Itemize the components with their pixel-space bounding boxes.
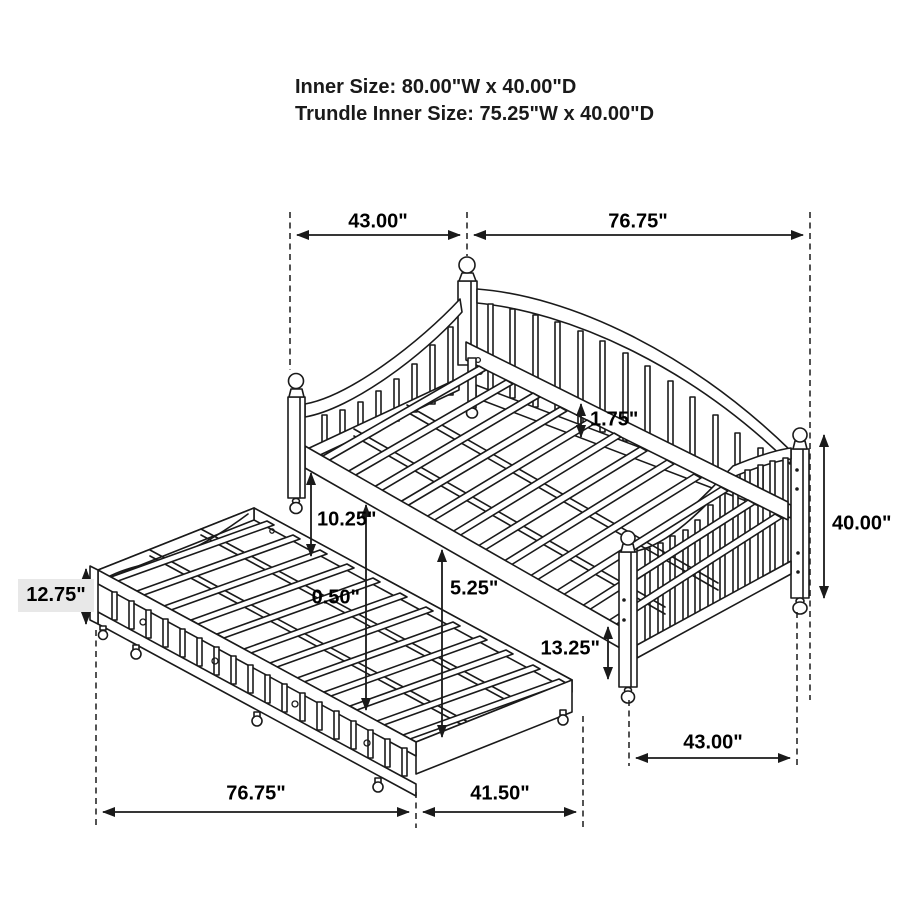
dim-label-rail-to-trundle: 10.25" [317,508,377,531]
dim-label-top-span-right: 76.75" [608,210,668,233]
dim-label-trundle-height: 12.75" [18,579,94,612]
inner-size-line: Inner Size: 80.00"W x 40.00"D [295,76,577,98]
dim-label-trundle-gap: 0.50" [311,586,360,609]
dim-label-daybed-depth: 43.00" [683,731,743,754]
dim-label-top-span-left: 43.00" [348,210,408,233]
dim-label-daybed-height: 40.00" [832,512,892,535]
dim-label-slat-clearance: 5.25" [450,577,499,600]
dim-label-trundle-pullout: 41.50" [470,782,530,805]
daybed-left-arm-panel [305,299,462,456]
dim-label-slat-thickness: 1.75" [590,408,639,431]
trundle-drawing [90,508,572,796]
dim-label-leg-height: 13.25" [540,637,600,660]
trundle-inner-size-line: Trundle Inner Size: 75.25"W x 40.00"D [295,103,655,125]
dim-label-trundle-length: 76.75" [226,782,286,805]
daybed-front-left-post [288,374,305,514]
daybed-front-right-post [619,531,637,703]
daybed-back-right-post [791,428,809,614]
